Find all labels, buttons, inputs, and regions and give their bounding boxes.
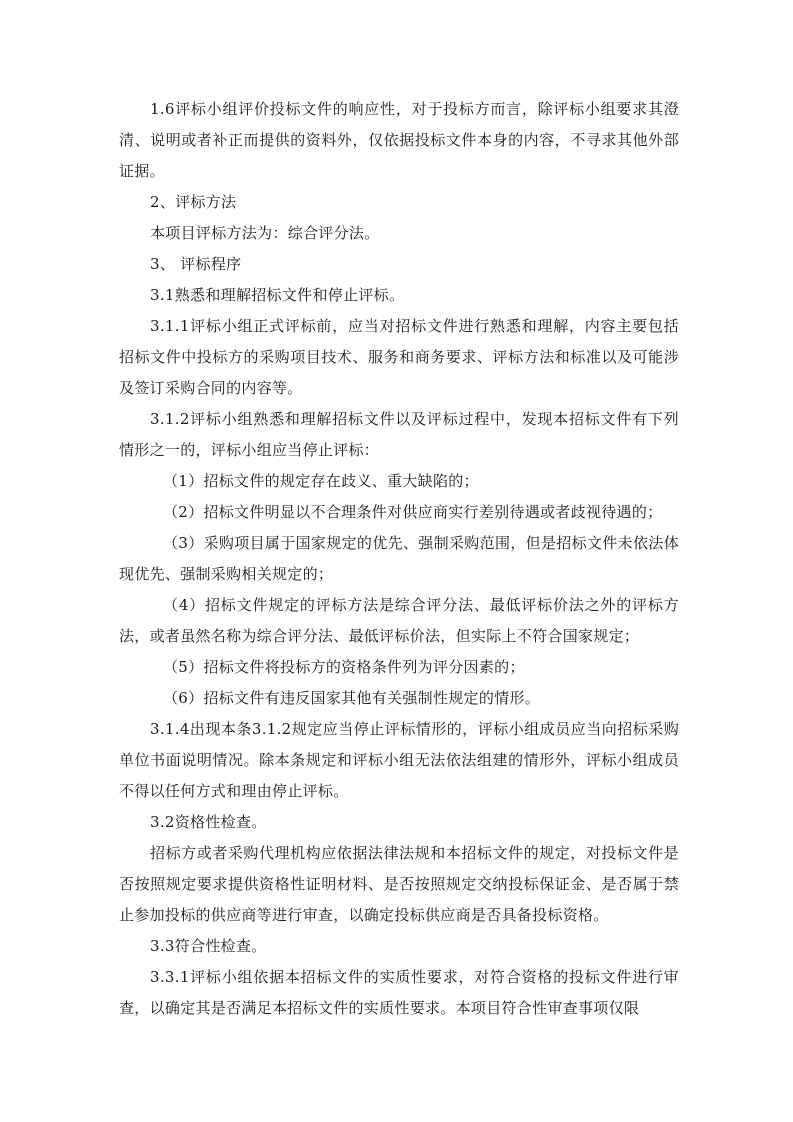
paragraph-1-6: 1.6评标小组评价投标文件的响应性，对于投标方而言，除评标小组要求其澄清、说明或者补正而提供的资料外，仅依据投标文件本身的内容，不寻求其他外部证据。 — [119, 100, 679, 180]
paragraph-3-1-2: 3.1.2评标小组熟悉和理解招标文件以及评标过程中，发现本招标文件有下列情形之一的，评标小组应当停止评标： — [119, 410, 679, 459]
heading-evaluation-procedure: 3、 评标程序 — [150, 255, 242, 273]
paragraph-3-3: 3.3符合性检查。 — [150, 937, 267, 955]
paragraph-method: 本项目评标方法为：综合评分法。 — [150, 224, 380, 242]
list-item-6: （6）招标文件有违反国家其他有关强制性规定的情形。 — [163, 689, 541, 707]
paragraph-qualification-check: 招标方或者采购代理机构应依据法律法规和本招标文件的规定，对投标文件是否按照规定要求提供资格性证明材料、是否按照规定交纳投标保证金、是否属于禁止参加投标的供应商等进行审查，以确定投标供应商是否具备投标资格。 — [119, 844, 679, 924]
document-body — [119, 94, 679, 1024]
list-item-2: （2）招标文件明显以不合理条件对供应商实行差别待遇或者歧视待遇的； — [163, 503, 663, 521]
heading-evaluation-method: 2、评标方法 — [150, 193, 237, 211]
paragraph-3-3-1: 3.3.1评标小组依据本招标文件的实质性要求，对符合资格的投标文件进行审查，以确定其是否满足本招标文件的实质性要求。本项目符合性审查事项仅限 — [119, 968, 679, 1017]
list-item-5: （5）招标文件将投标方的资格条件列为评分因素的； — [163, 658, 525, 676]
list-item-3: （3）采购项目属于国家规定的优先、强制采购范围，但是招标文件未依法体现优先、强制采购相关规定的； — [119, 534, 679, 583]
list-item-1: （1）招标文件的规定存在歧义、重大缺陷的； — [163, 472, 479, 490]
paragraph-3-2: 3.2资格性检查。 — [150, 813, 267, 831]
paragraph-3-1: 3.1熟悉和理解招标文件和停止评标。 — [150, 286, 405, 304]
paragraph-3-1-1: 3.1.1评标小组正式评标前，应当对招标文件进行熟悉和理解，内容主要包括招标文件中投标方的采购项目技术、服务和商务要求、评标方法和标准以及可能涉及签订采购合同的内容等。 — [119, 317, 679, 397]
list-item-4: （4）招标文件规定的评标方法是综合评分法、最低评标价法之外的评标方法，或者虽然名称为综合评分法、最低评标价法，但实际上不符合国家规定； — [119, 596, 679, 645]
paragraph-3-1-4: 3.1.4出现本条3.1.2规定应当停止评标情形的，评标小组成员应当向招标采购单位书面说明情况。除本条规定和评标小组无法依法组建的情形外，评标小组成员不得以任何方式和理由停止评标。 — [119, 720, 679, 800]
